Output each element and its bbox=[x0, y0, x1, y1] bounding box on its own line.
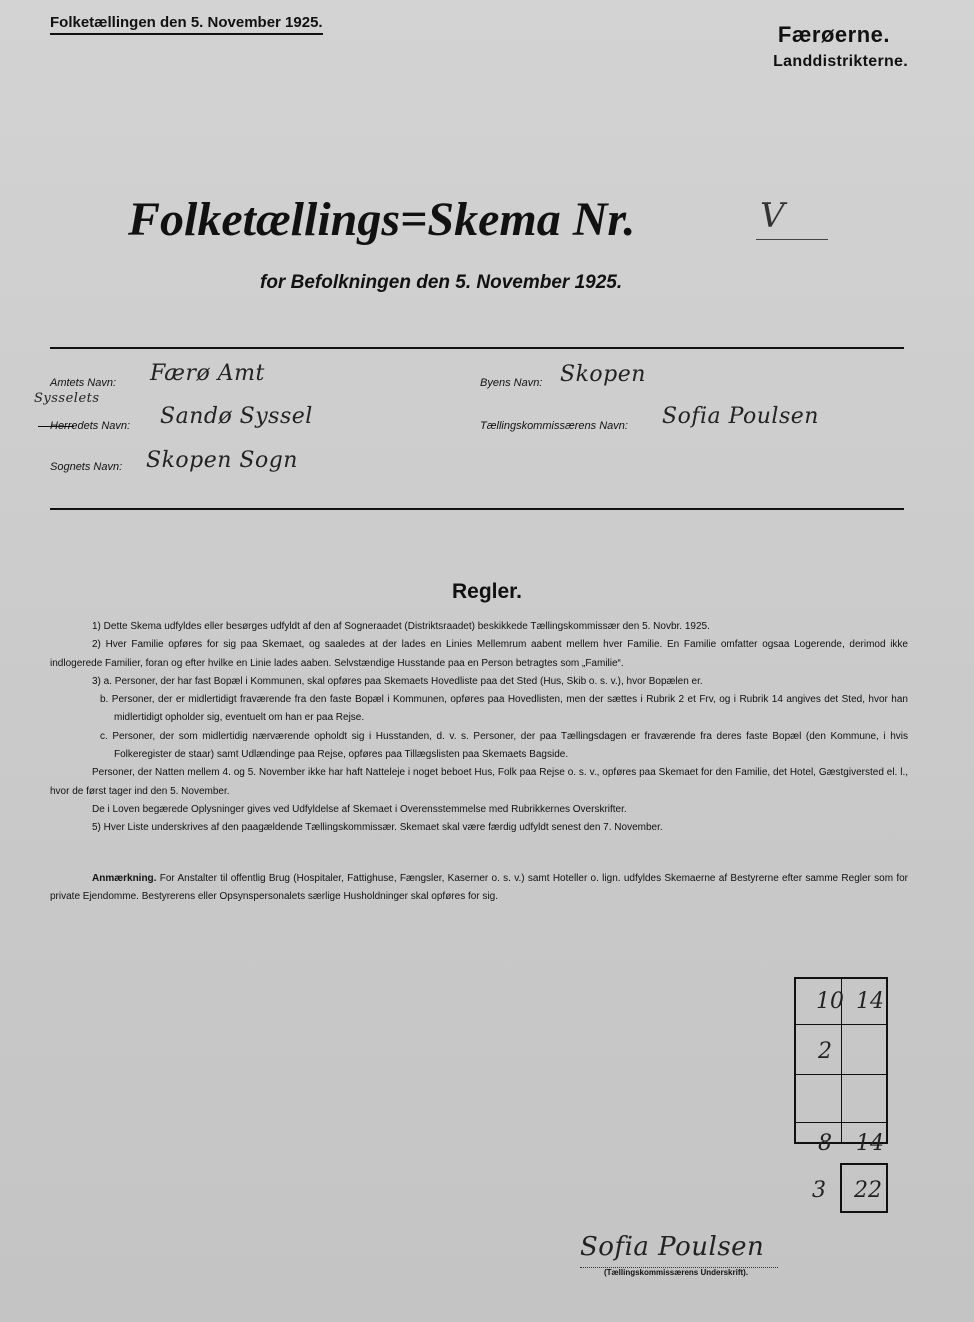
note-text: For Anstalter til offentlig Brug (Hospitaler, Fattighuse, Fængsler, Kaserner o. s. v.) samt Hoteller o. lign. udfyldes Skemaerne af Bestyrerne efter samme Regler som for private Ejendomme. Bestyrerens eller Opsynspersonalets særlige Husholdninger skal opføres for sig. bbox=[50, 873, 908, 903]
kommissaer-value: Sofia Poulsen bbox=[662, 404, 819, 429]
tally-row-line bbox=[796, 1074, 886, 1075]
rule-4: De i Loven begærede Oplysninger gives ved Udfyldelse af Skemaet i Overensstemmelse med Rubrikkernes Overskrifter. bbox=[92, 803, 627, 815]
tally-cell: 14 bbox=[856, 989, 884, 1014]
herred-value: Sandø Syssel bbox=[160, 404, 313, 429]
by-label: Byens Navn: bbox=[480, 377, 543, 389]
district-header: Landdistrikterne. bbox=[773, 53, 908, 70]
form-title: Folketællings=Skema Nr. bbox=[128, 193, 636, 246]
rule-2: 2) Hver Familie opføres for sig paa Skemaet, og saaledes at der lades en Linies Mellemrum aabent mellem hver Familie. En Familie omfatter ogsaa Logerende, derimod ikke indlogerede Familier, foran og efter hvilke en Linie lades aaben. Selvstændige Husstande paa en Person betragtes som „Familie“. bbox=[50, 639, 908, 669]
tally-row-line bbox=[796, 1024, 886, 1025]
signature-caption: (Tællingskommissærens Underskrift). bbox=[604, 1268, 749, 1277]
tally-cell: 2 bbox=[818, 1039, 832, 1064]
herred-label: Herredets Navn: bbox=[50, 420, 131, 432]
divider-top bbox=[50, 347, 904, 349]
herred-strikethrough bbox=[38, 426, 74, 427]
rule-5: 5) Hver Liste underskrives af den paagældende Tællingskommissær. Skemaet skal være færdig udfyldt senest den 7. November. bbox=[92, 822, 663, 834]
rule-1: 1) Dette Skema udfyldes eller besørges udfyldt af den af Sogneraadet (Distriktsraadet) beskikkede Tællingskommissær den 5. Novbr. 1925. bbox=[92, 621, 710, 632]
region-header: Færøerne. bbox=[777, 22, 890, 47]
herred-correction: Sysselets bbox=[34, 391, 100, 406]
tally-total-right: 22 bbox=[854, 1178, 882, 1203]
census-date-header: Folketællingen den 5. November 1925. bbox=[50, 14, 323, 35]
rules-heading: Regler. bbox=[451, 580, 523, 603]
form-subtitle: for Befolkningen den 5. November 1925. bbox=[260, 272, 623, 293]
rules-list bbox=[50, 618, 908, 838]
form-number-line bbox=[756, 239, 828, 240]
signature-value: Sofia Poulsen bbox=[580, 1232, 765, 1262]
tally-box bbox=[794, 977, 888, 1156]
sogn-label: Sognets Navn: bbox=[50, 461, 123, 473]
form-number: V bbox=[760, 196, 785, 236]
tally-total-box bbox=[840, 1163, 888, 1213]
note-paragraph bbox=[50, 870, 908, 907]
tally-row-line bbox=[796, 1122, 886, 1123]
note-label: Anmærkning. bbox=[92, 873, 157, 884]
sogn-value: Skopen Sogn bbox=[146, 448, 298, 473]
amt-value: Færø Amt bbox=[150, 361, 265, 386]
by-value: Skopen bbox=[560, 362, 646, 387]
rule-3b: b. Personer, der er midlertidigt fraværende fra den faste Bopæl i Kommunen, opføres paa Hovedlisten, men der sættes i Rubrik 2 et Frv, og i Rubrik 14 angives det Sted, hvor han midlertidigt opholder sig, eventuelt om han er paa Rejse. bbox=[100, 694, 908, 724]
amt-label: Amtets Navn: bbox=[50, 377, 117, 389]
divider-bottom bbox=[50, 508, 904, 510]
tally-cell: 10 bbox=[816, 989, 844, 1014]
rule-3a: 3) a. Personer, der har fast Bopæl i Kommunen, skal opføres paa Skemaets Hovedliste paa det Sted (Hus, Skib o. s. v.), hvor Bopælen er. bbox=[92, 675, 703, 687]
rule-3c: c. Personer, der som midlertidig nærværende opholdt sig i Husstanden, d. v. s. Personer, der paa Tællingsdagen er fraværende fra deres faste Bopæl (den Kommune, i hvis Folkeregister de staar) samt Udlændinge paa Rejse, opføres paa Tillægslisten paa Skemaets Bagside. bbox=[100, 730, 908, 761]
tally-cell: 14 bbox=[856, 1131, 884, 1156]
tally-cell: 8 bbox=[818, 1131, 832, 1156]
rule-natten: Personer, der Natten mellem 4. og 5. November ikke har haft Natteleje i noget beboet Hus, Folk paa Rejse o. s. v., opføres paa Skemaet for den Familie, det Hotel, Gæstgiversted el. l., hvor de først tager ind den 5. November. bbox=[50, 767, 908, 797]
tally-total-left: 3 bbox=[812, 1178, 826, 1203]
kommissaer-label: Tællingskommissærens Navn: bbox=[480, 420, 628, 432]
